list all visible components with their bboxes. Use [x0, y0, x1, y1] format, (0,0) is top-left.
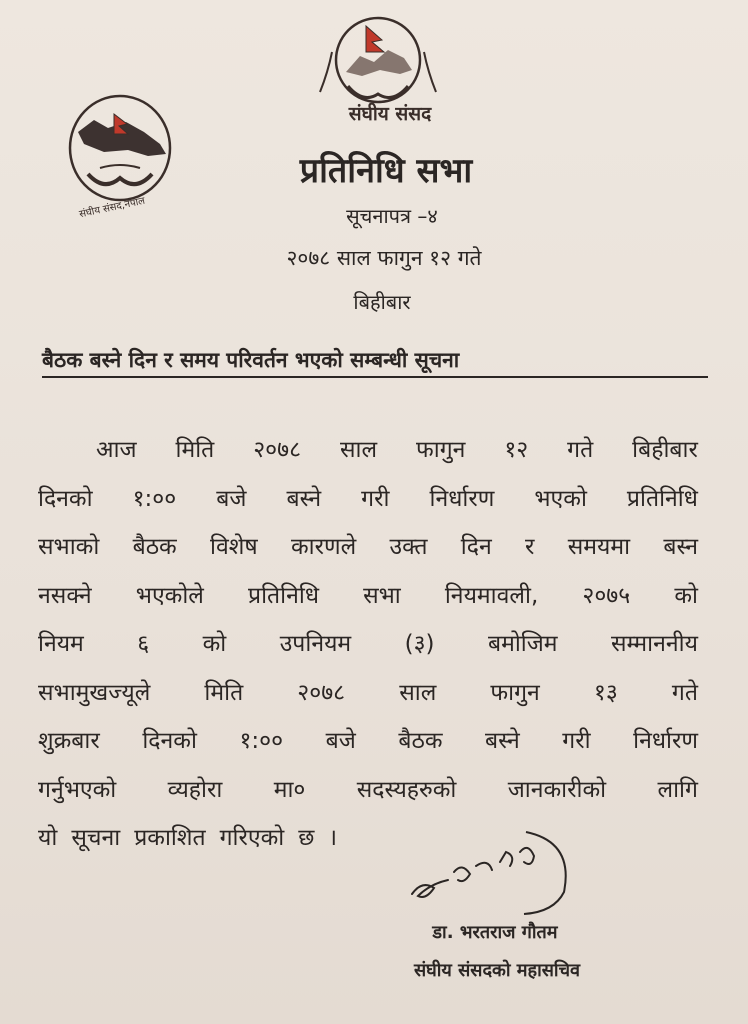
- body-word: ।: [328, 825, 338, 851]
- body-word: उक्त: [389, 534, 428, 560]
- body-word: र: [525, 534, 535, 560]
- body-word: सभामुखज्यूले: [38, 679, 151, 706]
- body-word: निर्धारण: [633, 728, 698, 754]
- notice-subject: बैठक बस्ने दिन र समय परिवर्तन भएको सम्बन्धी सूचना: [42, 346, 708, 378]
- body-word: कारणले: [290, 534, 357, 560]
- body-line: [38, 624, 698, 673]
- body-word: बस्न: [663, 534, 698, 560]
- body-word: को: [202, 631, 227, 657]
- body-word: साल: [399, 679, 437, 706]
- body-word: ६: [137, 631, 150, 657]
- body-word: समयमा: [567, 534, 631, 560]
- body-line: [38, 527, 698, 576]
- body-word: गर्नुभएको: [38, 776, 117, 803]
- notice-body: [38, 430, 698, 867]
- body-word: व्यहोरा: [167, 776, 223, 803]
- notice-weekday: बिहीबार: [353, 290, 411, 314]
- body-word: मिति: [204, 679, 244, 706]
- body-line: [38, 479, 698, 528]
- body-line: [38, 770, 698, 819]
- body-word: जानकारीको: [507, 776, 607, 803]
- body-word: फागुन: [416, 437, 466, 463]
- body-word: गरिएको: [219, 825, 285, 851]
- notice-date: २०७८ साल फागुन १२ गते: [286, 246, 482, 270]
- signature-image: [404, 822, 584, 932]
- body-word: गरी: [562, 728, 591, 754]
- body-word: नसक्ने: [38, 582, 92, 609]
- body-word: बस्ने: [485, 728, 520, 754]
- body-word: नियम: [38, 631, 84, 657]
- body-word: २०७८: [297, 679, 346, 706]
- body-word: निर्धारण: [429, 485, 495, 512]
- body-word: को: [674, 582, 698, 609]
- body-word: सूचना: [71, 825, 121, 851]
- body-word: गते: [671, 679, 698, 706]
- signer-title: संघीय संसदको महासचिव: [413, 960, 581, 981]
- body-word: २०७८: [253, 437, 302, 463]
- body-word: फागुन: [490, 679, 540, 706]
- body-word: १२: [504, 437, 529, 463]
- body-word: १३: [593, 679, 618, 706]
- body-line: [38, 818, 698, 867]
- body-line: [38, 721, 698, 770]
- body-word: सभाको: [38, 534, 100, 560]
- body-word: बैठक: [398, 728, 443, 754]
- body-word: दिनको: [38, 485, 93, 512]
- body-word: बस्ने: [286, 485, 322, 512]
- body-word: दिनको: [142, 728, 197, 754]
- body-line: [38, 430, 698, 479]
- body-word: भएको: [534, 485, 587, 512]
- body-word: उपनियम: [279, 631, 352, 657]
- body-line: [38, 576, 698, 625]
- body-word: सभा: [363, 582, 401, 609]
- body-word: बैठक: [132, 534, 177, 560]
- body-word: बमोजिम: [487, 631, 558, 657]
- notice-number: सूचनापत्र –४: [346, 204, 438, 228]
- body-word: यो: [38, 825, 58, 851]
- body-word: सम्माननीय: [610, 631, 698, 657]
- body-word: विशेष: [210, 534, 258, 560]
- body-word: मिति: [175, 437, 215, 463]
- body-word: गते: [567, 437, 594, 463]
- body-word: प्रतिनिधि: [626, 485, 698, 512]
- body-word: बिहीबार: [632, 437, 698, 463]
- body-word: बजे: [216, 485, 247, 512]
- body-word: साल: [339, 437, 378, 463]
- house-title: प्रतिनिधि सभा: [299, 151, 473, 191]
- body-word: १:००: [132, 485, 177, 512]
- body-word: प्रकाशित: [134, 825, 206, 851]
- emblem-left-text: संघीय संसद,नेपाल: [78, 195, 147, 221]
- body-word: १:००: [239, 728, 284, 754]
- body-word: छ: [298, 825, 315, 851]
- body-word: शुक्रबार: [38, 728, 100, 754]
- signer-name: डा. भरतराज गौतम: [432, 922, 558, 943]
- body-word: मा०: [273, 776, 306, 803]
- emblem-top-text: संघीय संसद: [348, 103, 432, 125]
- body-word: बजे: [325, 728, 356, 754]
- body-word: (३): [404, 631, 435, 657]
- body-word: गरी: [361, 485, 390, 512]
- body-word: दिन: [460, 534, 492, 560]
- body-line: [38, 673, 698, 722]
- body-word: सदस्यहरुको: [356, 776, 457, 803]
- body-word: लागि: [657, 776, 698, 803]
- body-word: प्रतिनिधि: [247, 582, 319, 609]
- body-word: २०७५: [582, 582, 631, 609]
- body-word: आज: [96, 437, 137, 463]
- body-word: भएकोले: [135, 582, 204, 609]
- body-word: नियमावली,: [444, 582, 539, 609]
